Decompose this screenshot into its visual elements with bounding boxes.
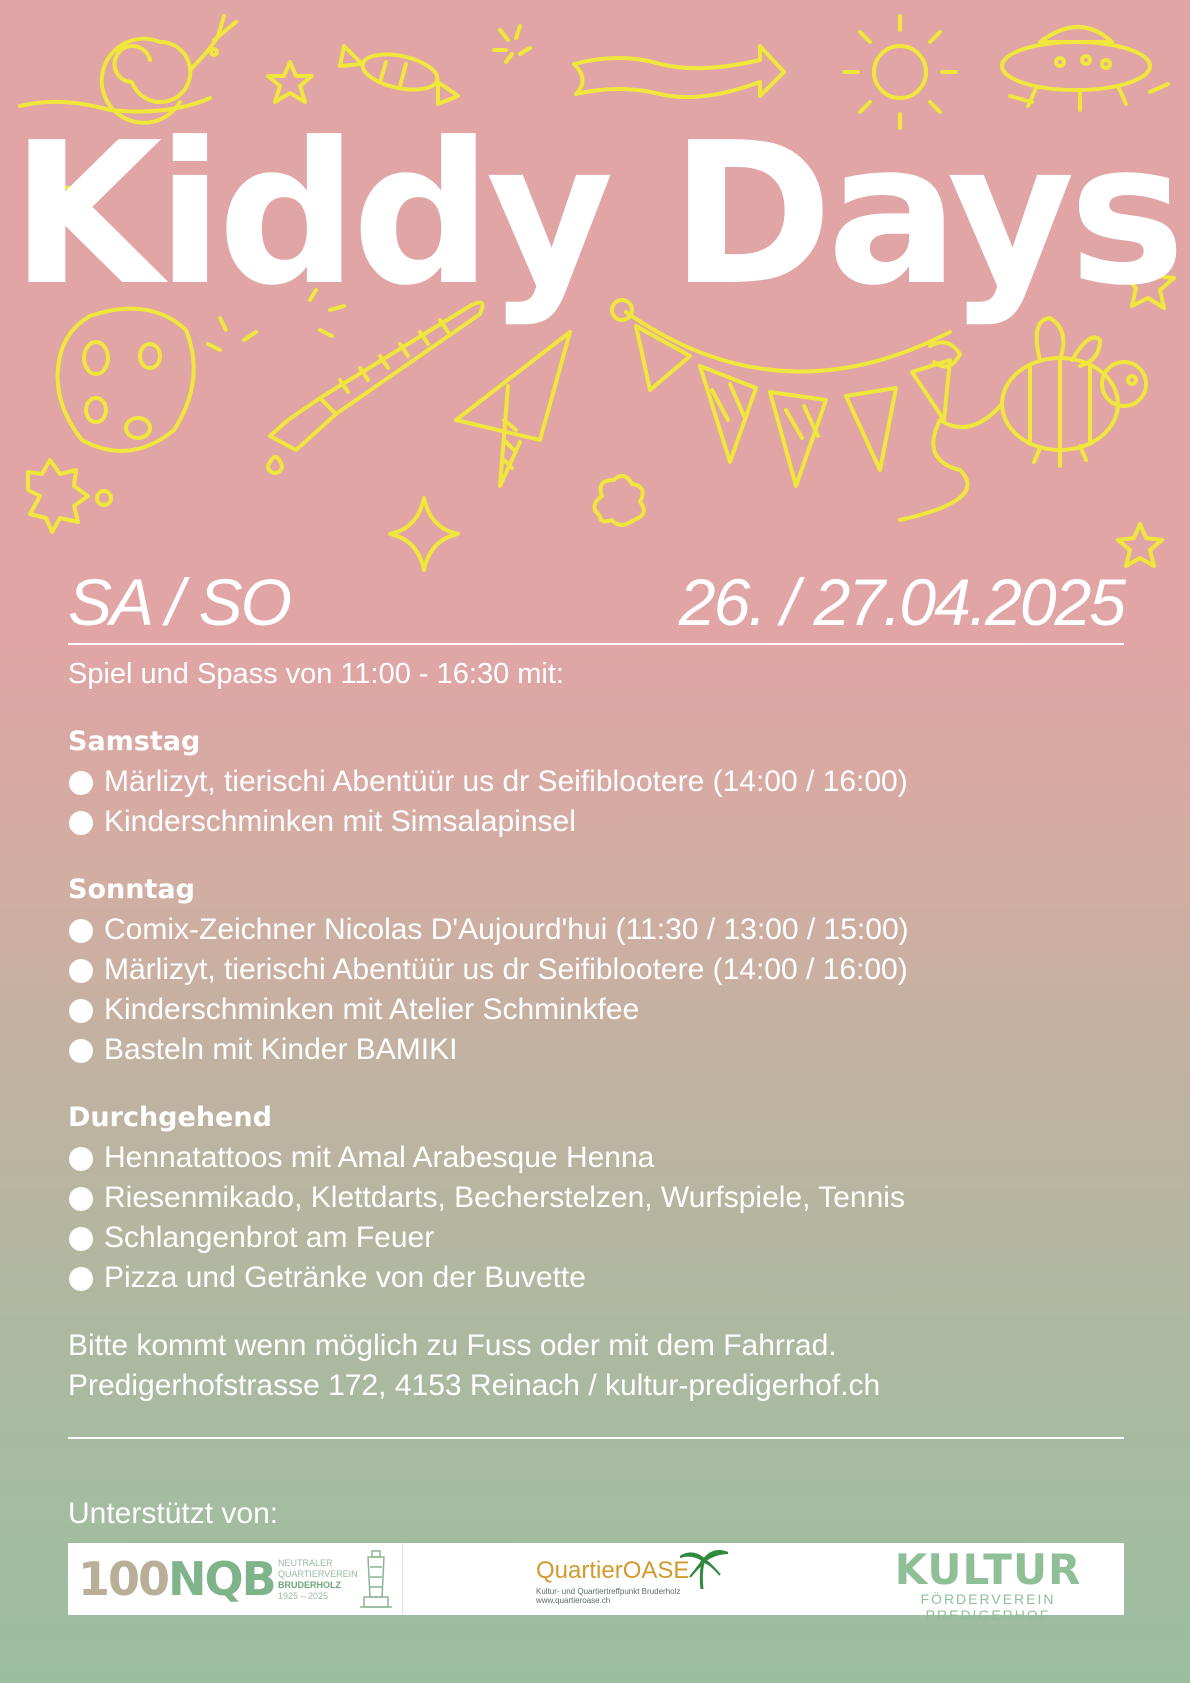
list-item: Kinderschminken mit Atelier Schminkfee [68, 990, 1128, 1030]
ufo-icon [1002, 27, 1168, 110]
sonntag-list [68, 910, 1128, 1070]
kultur-wordmark: KULTUR [894, 1545, 1082, 1594]
spacer [68, 694, 1128, 722]
nqb-wordmark [78, 1549, 275, 1609]
list-item: Basteln mit Kinder BAMIKI [68, 1030, 1128, 1070]
divider-top [68, 643, 1124, 645]
candy-icon [340, 46, 458, 104]
nqb-letters: NQB [168, 1552, 275, 1606]
kultur-subtitle: FÖRDERVEREIN PREDIGERHOF [920, 1591, 1056, 1623]
palm-tree-icon [680, 1545, 728, 1591]
date-row [68, 562, 1124, 642]
list-item: Schlangenbrot am Feuer [68, 1218, 1128, 1258]
star-icon [1118, 524, 1162, 566]
tower-icon [358, 1547, 394, 1611]
spacer [68, 1070, 1128, 1098]
oase-url: www.quartieroase.ch [536, 1596, 611, 1605]
sponsor-label: Unterstützt von: [68, 1497, 279, 1530]
sparkle-icon [494, 26, 530, 62]
sparkle-star-icon [390, 498, 458, 570]
nqb-caption-line: NEUTRALER [278, 1558, 333, 1568]
paper-plane-icon [456, 332, 570, 486]
list-item: Kinderschminken mit Simsalapinsel [68, 802, 1128, 842]
bee-icon [900, 318, 1146, 520]
samstag-list [68, 762, 1128, 842]
spacer [68, 842, 1128, 870]
nqb-caption-years: 1925 – 2025 [278, 1591, 329, 1601]
star-icon [268, 62, 312, 102]
nqb-caption-line: BRUDERHOLZ [278, 1580, 341, 1590]
nqb-caption [278, 1558, 358, 1602]
cloud-icon [594, 476, 643, 525]
nqb-number: 100 [78, 1552, 169, 1606]
banner-arrow-icon [574, 46, 784, 97]
sponsor-bar [68, 1543, 1124, 1623]
list-item: Märlizyt, tierischi Abentüür us dr Seifiblootere (14:00 / 16:00) [68, 950, 1128, 990]
nqb-logo [68, 1543, 403, 1615]
flower-icon [28, 460, 88, 532]
oase-subtitle: Kultur- und Quartiertreffpunkt Bruderholz [536, 1587, 681, 1596]
list-item: Pizza und Getränke von der Buvette [68, 1258, 1128, 1298]
section-title-durchgehend: Durchgehend [68, 1102, 272, 1133]
durchgehend-list [68, 1138, 1128, 1298]
program-content [68, 654, 1128, 1406]
oase-name: QuartierOASE [536, 1557, 690, 1584]
section-title-sonntag: Sonntag [68, 874, 195, 905]
travel-note: Bitte kommt wenn möglich zu Fuss oder mit dem Fahrrad. [68, 1329, 837, 1362]
list-item: Hennatattoos mit Amal Arabesque Henna [68, 1138, 1128, 1178]
program-intro: Spiel und Spass von 11:00 - 16:30 mit: [68, 658, 564, 690]
nqb-caption-line: QUARTIERVEREIN [278, 1569, 358, 1579]
dot-icon [97, 491, 111, 505]
kultur-logo [868, 1543, 1108, 1623]
divider-bottom [68, 1437, 1124, 1439]
event-dates: 26. / 27.04.2025 [678, 565, 1124, 639]
address-line: Predigerhofstrasse 172, 4153 Reinach / kultur-predigerhof.ch [68, 1369, 881, 1402]
event-title: Kiddy Days [10, 101, 1180, 329]
event-days: SA / SO [68, 565, 290, 639]
section-title-samstag: Samstag [68, 726, 201, 757]
list-item: Riesenmikado, Klettdarts, Becherstelzen, Wurfspiele, Tennis [68, 1178, 1128, 1218]
spacer [68, 1298, 1128, 1326]
list-item: Comix-Zeichner Nicolas D'Aujourd'hui (11:30 / 13:00 / 15:00) [68, 910, 1128, 950]
quartieroase-logo [534, 1543, 734, 1615]
list-item: Märlizyt, tierischi Abentüür us dr Seifiblootere (14:00 / 16:00) [68, 762, 1128, 802]
